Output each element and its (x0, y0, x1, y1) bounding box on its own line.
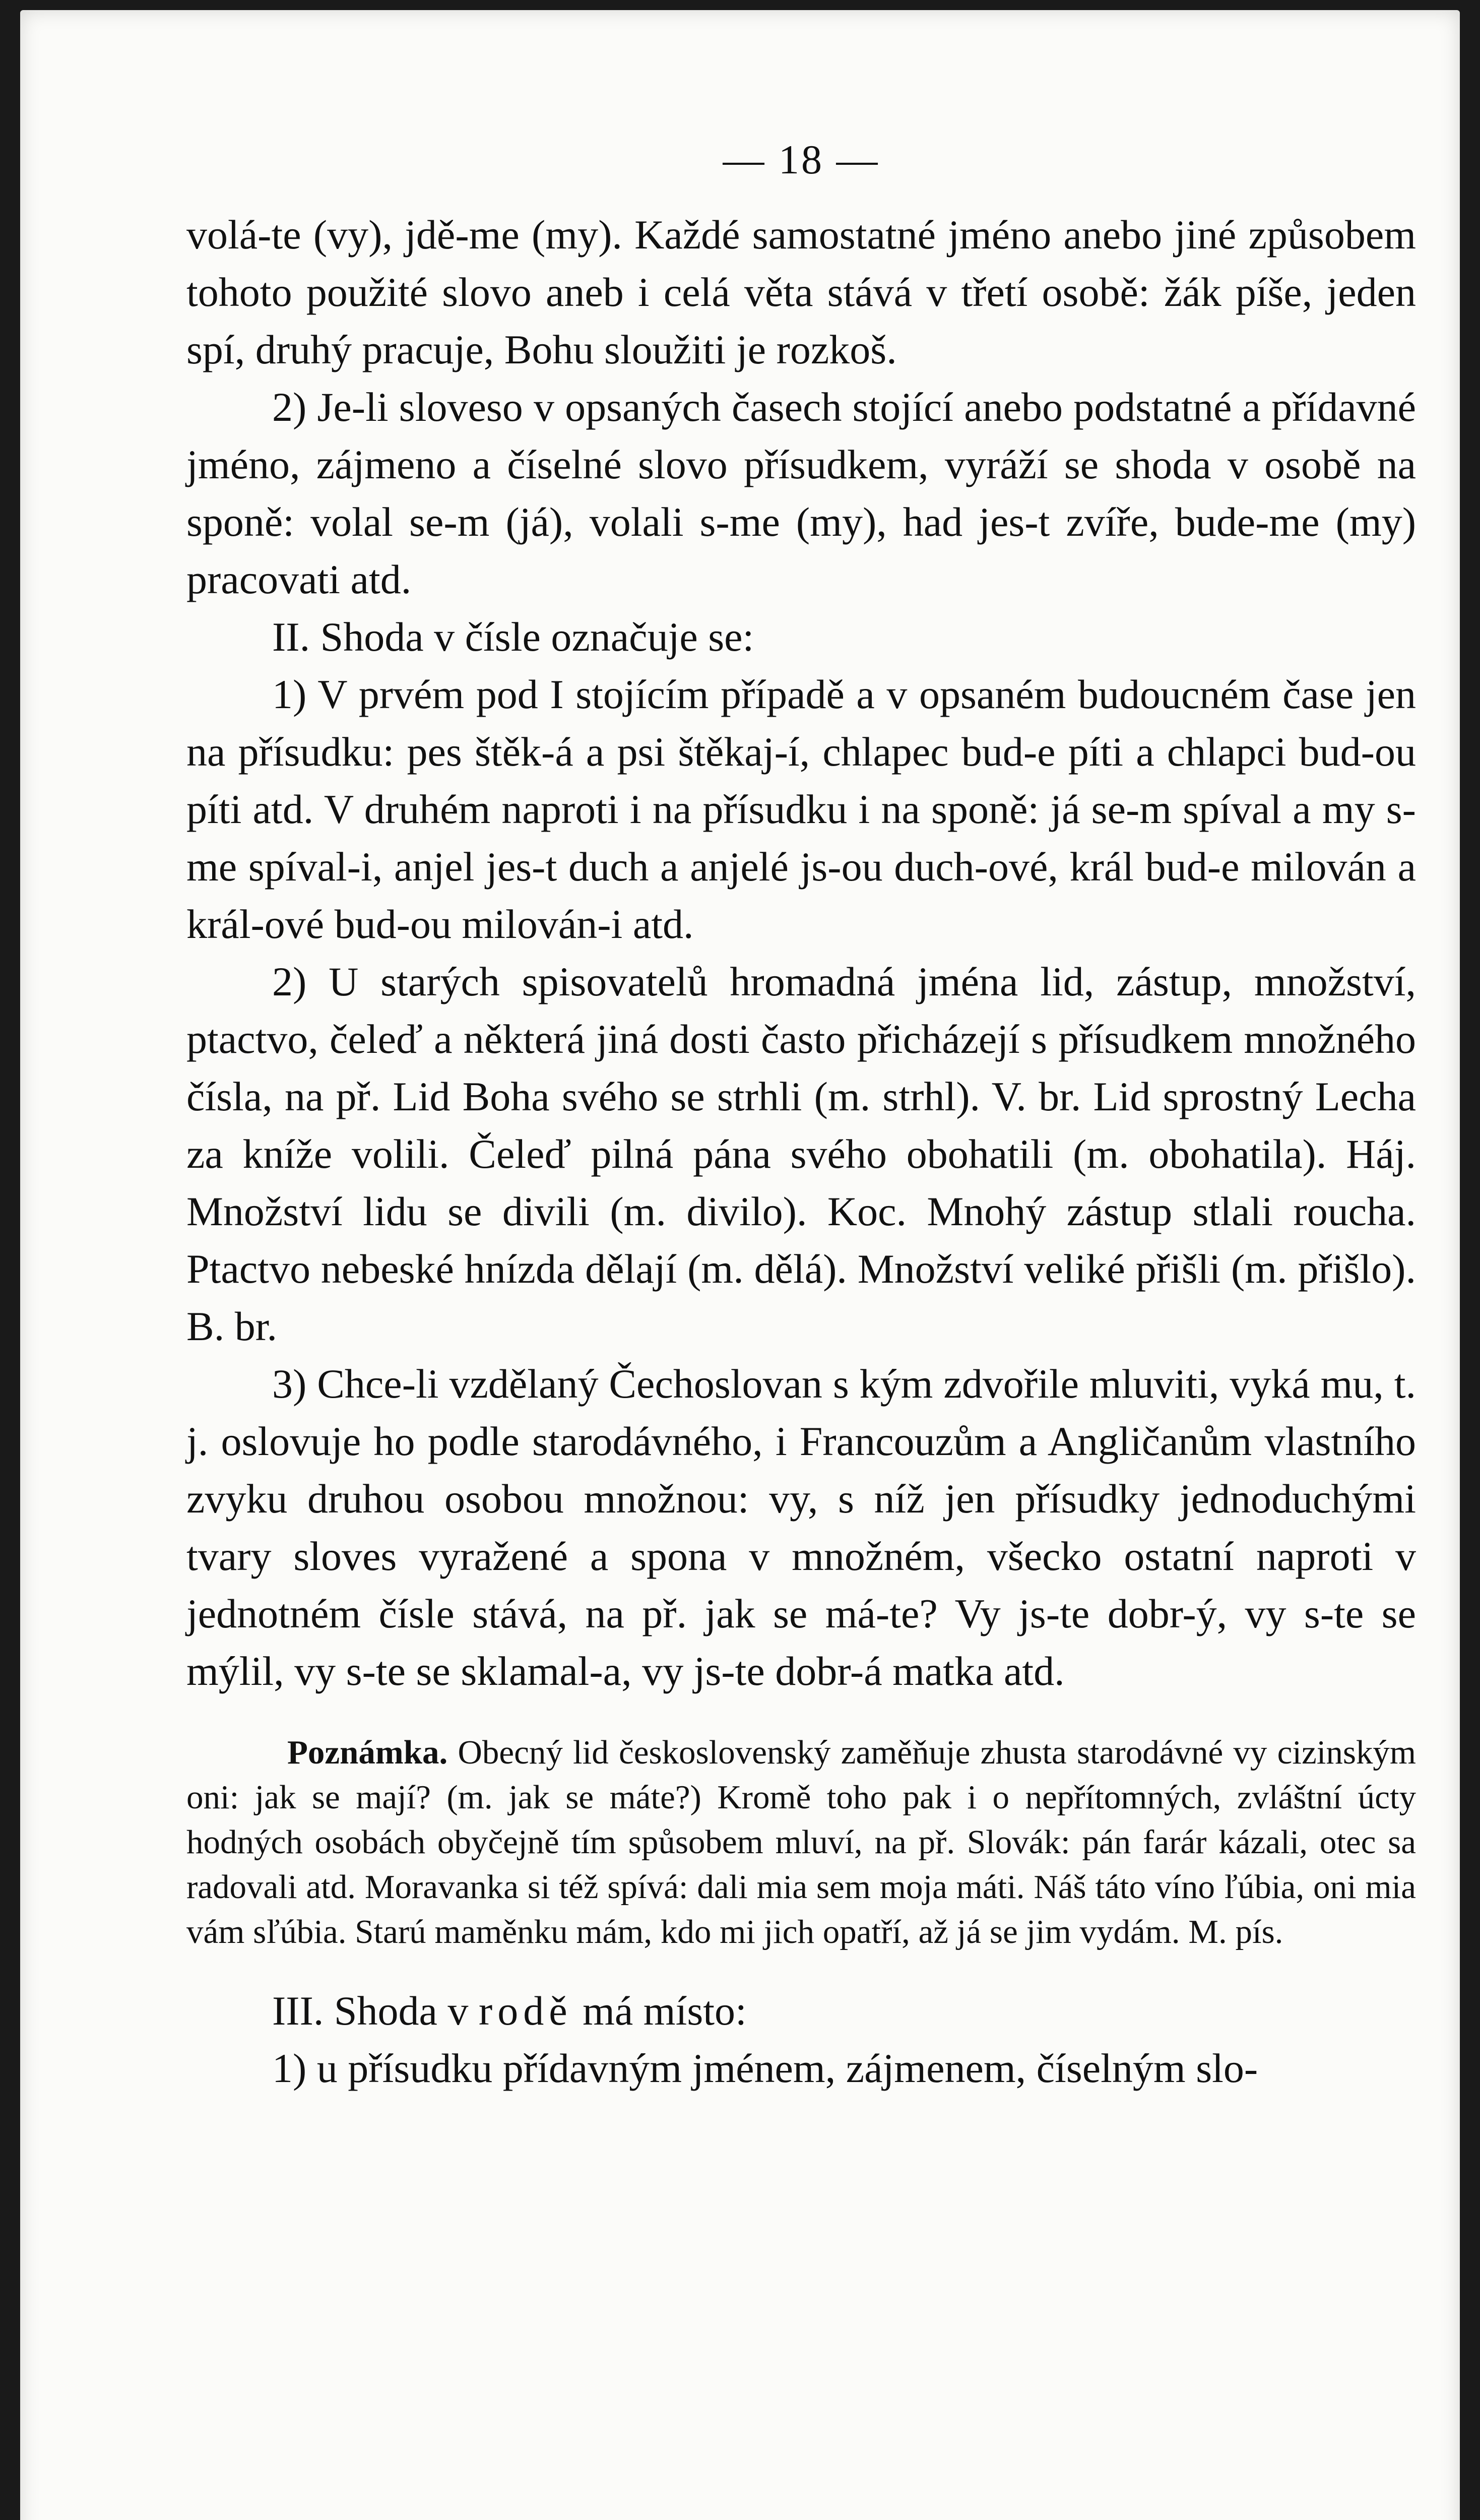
section-3-heading-suffix: má místo: (583, 1988, 747, 2034)
paragraph-1: volá-te (vy), jdě-me (my). Každé samostatné jméno anebo jiné způsobem tohoto použité slovo aneb i celá věta stává v třetí osobě: žák píše, jeden spí, druhý pracuje, Bohu sloužiti je rozkoš. (186, 212, 1416, 372)
section-3-heading-prefix: III. Shoda v (272, 1988, 469, 2034)
paragraph-5: 3) Chce-li vzdělaný Čechoslovan s kým zdvořile mluviti, vyká mu, t. j. oslovuje ho podle starodávného, i Francouzům a Angličanům vlastního zvyku druhou osobou množnou: vy, s níž jen přísudky jednoduchými tvary sloves vyražené a spona v množném, všecko ostatní naproti v jednotném čísle stává, na př. jak se má-te? Vy js-te dobr-ý, vy s-te se mýlil, vy s-te se sklamal-a, vy js-te dobr-á matka atd. (186, 1361, 1416, 1694)
note-text: Obecný lid československý zaměňuje zhusta starodávné vy cizinským oni: jak se mají? (m. jak se máte?) Kromě toho pak i o nepřítomných, zvláštní úcty hodných osobách obyčejně tím spůsobem mluví, na př. Slovák: pán farár kázali, otec sa radovali atd. Moravanka si též spívá: dali mia sem moja máti. Náš táto víno ľúbia, oni mia vám sľúbia. Starú maměnku mám, kdo mi jich opatří, až já se jim vydám. M. pís. (186, 1734, 1417, 1950)
note-paragraph (186, 1730, 1416, 1955)
section-3-heading (186, 1982, 1416, 2040)
section-3-item-1: 1) u přísudku přídavným jménem, zájmenem, číselným slo- (272, 2045, 1258, 2091)
section-3-heading-spaced: rodě (478, 1988, 572, 2034)
page-number: — 18 — (723, 137, 880, 182)
section-2-heading: II. Shoda v čísle označuje se: (272, 614, 754, 660)
book-page (20, 10, 1460, 2520)
paragraph-4: 2) U starých spisovatelů hromadná jména lid, zástup, množství, ptactvo, čeleď a některá jiná dosti často přicházejí s přísudkem množného čísla, na př. Lid Boha svého se strhli (m. strhl). V. br. Lid sprostný Lecha za kníže volili. Čeleď pilná pána svého obohatili (m. obohatila). Háj. Množství lidu se divili (m. divilo). Koc. Mnohý zástup stlali roucha. Ptactvo nebeské hnízda dělají (m. dělá). Množství veliké přišli (m. přišlo). B. br. (186, 959, 1416, 1349)
paragraph-3: 1) V prvém pod I stojícím případě a v opsaném budoucném čase jen na přísudku: pes štěk-á a psi štěkaj-í, chlapec bud-e píti a chlapci bud-ou píti atd. V druhém naproti i na přísudku i na sponě: já se-m spíval a my s-me spíval-i, anjel jes-t duch a anjelé js-ou duch-ové, král bud-e milován a král-ové bud-ou milován-i atd. (186, 671, 1416, 947)
note-title: Poznámka. (287, 1734, 448, 1771)
page-content (186, 136, 1416, 2097)
paragraph-2: 2) Je-li sloveso v opsaných časech stojící anebo podstatné a přídavné jméno, zájmeno a číselné slovo přísudkem, vyráží se shoda v osobě na sponě: volal se-m (já), volali s-me (my), had jes-t zvíře, bude-me (my) pracovati atd. (186, 384, 1416, 602)
